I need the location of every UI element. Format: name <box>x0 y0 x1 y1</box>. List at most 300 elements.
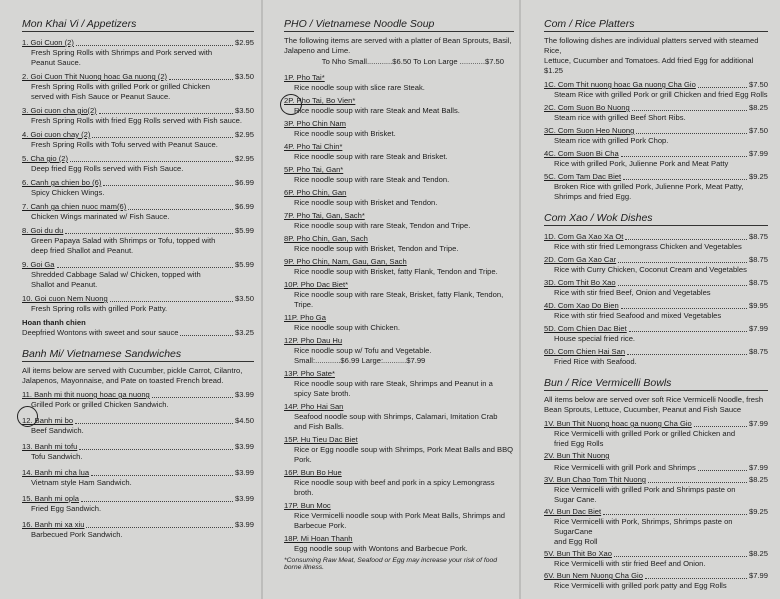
menu-item <box>22 442 254 462</box>
menu-item-row <box>544 126 768 136</box>
dot-leader <box>91 468 233 476</box>
menu-item <box>284 468 514 498</box>
size-prices: Small:............$6.99 Large:...........$7.99 <box>294 356 426 365</box>
menu-item-price: $6.99 <box>234 202 254 211</box>
menu-item <box>22 318 254 338</box>
menu-item-description: Rice Vermicelli noodle soup with Pork Meat Balls, Shrimps and <box>294 511 506 520</box>
dot-leader <box>180 328 233 336</box>
menu-item <box>22 260 254 290</box>
menu-item <box>284 534 514 554</box>
section-title: Mon Khai Vi / Appetizers <box>22 18 254 32</box>
dot-leader <box>70 154 233 162</box>
section-title: PHO / Vietnamese Noodle Soup <box>284 18 514 32</box>
menu-item-description: Rice noodle soup with rare Steak and Meat Balls. <box>294 106 460 115</box>
size-prices: To Nho Small............$6.50 To Lon Large ............$7.50 <box>321 57 504 66</box>
menu-item-description: Fresh Spring Rolls with Shrimps and Pork served with <box>31 48 213 57</box>
menu-item-row <box>284 468 514 478</box>
menu-item-price: $8.75 <box>748 255 768 264</box>
intro-line: Jalapeno and Lime. <box>284 46 351 55</box>
menu-item-row <box>22 468 254 478</box>
menu-item-row <box>284 165 514 175</box>
menu-item-description: Rice Vermicelli with grilled Pork and Shrimps paste on <box>554 485 736 494</box>
menu-item-row <box>544 549 768 559</box>
menu-item <box>544 347 768 367</box>
menu-item-description: Rice noodle soup with rare Steak, Tendon and Tripe. <box>294 221 471 230</box>
menu-item-price: $7.99 <box>748 571 768 580</box>
menu-item <box>284 142 514 162</box>
menu-item-row <box>544 172 768 182</box>
menu-item-name: 5P. Pho Tai, Gan* <box>284 165 344 174</box>
dot-leader <box>621 149 747 157</box>
menu-item-description: Rice Vermicelli with grilled pork patty and Egg Rolls <box>554 581 727 590</box>
dot-leader <box>645 571 747 579</box>
menu-item <box>544 103 768 123</box>
menu-item-description: Shredded Cabbage Salad w/ Chicken, topped with <box>31 270 201 279</box>
section-intro <box>544 36 768 76</box>
menu-item-row <box>284 211 514 221</box>
menu-item <box>22 154 254 174</box>
section-intro <box>544 395 768 415</box>
menu-item-description: Rice with grilled Pork, Julienne Pork and Meat Patty <box>554 159 729 168</box>
menu-item-name: Rice Vermicelli with grill Pork and Shrimps <box>554 463 696 472</box>
menu-item-description: deep fried Shallot and Peanut. <box>31 246 134 255</box>
menu-item-name: 6P. Pho Chin, Gan <box>284 188 347 197</box>
dot-leader <box>92 130 233 138</box>
menu-item-price: $2.95 <box>234 38 254 47</box>
menu-item-name: 2V. Bun Thit Nuong <box>544 451 610 460</box>
menu-item <box>22 106 254 126</box>
dot-leader <box>623 172 747 180</box>
menu-item-description: and Fish Balls. <box>294 422 344 431</box>
menu-item-name: 1. Goi Cuon (2) <box>22 38 74 47</box>
menu-item-description: Shrimps and fried Egg. <box>554 192 632 201</box>
dot-leader <box>694 419 747 427</box>
menu-item-row <box>22 390 254 400</box>
menu-item <box>22 202 254 222</box>
menu-item-price: $3.99 <box>234 494 254 503</box>
section-title: Bun / Rice Vermicelli Bowls <box>544 377 768 391</box>
menu-item-name: 9. Goi Ga <box>22 260 55 269</box>
menu-item-name: 11P. Pho Ga <box>284 313 326 322</box>
menu-item-name: 5D. Com Chien Dac Biet <box>544 324 627 333</box>
menu-item-description: Rice noodle soup with beef and pork in a spicy Lemongrass broth. <box>294 478 495 497</box>
menu-item-name: 18P. Mi Hoan Thanh <box>284 534 353 543</box>
menu-item-row <box>22 130 254 140</box>
dot-leader <box>609 451 768 461</box>
menu-item-name: 11. Banh mi thit nuong hoac ga nuong <box>22 390 150 399</box>
intro-line: Bean Sprouts, Lettuce, Cucumber, Peanut and Fish Sauce <box>544 405 742 414</box>
menu-item <box>284 369 514 399</box>
menu-item <box>284 280 514 310</box>
dot-leader <box>603 507 747 515</box>
menu-item-description: House special fried rice. <box>554 334 636 343</box>
menu-item-name: 9P. Pho Chin, Nam, Gau, Gan, Sach <box>284 257 407 266</box>
menu-item-name: 6. Canh ga chien bo (6) <box>22 178 102 187</box>
intro-line: The following items are served with a platter of Bean Sprouts, Basil, <box>284 36 512 45</box>
menu-item-row <box>544 324 768 334</box>
menu-item <box>284 435 514 465</box>
menu-item-description: Vietnam style Ham Sandwich. <box>31 478 132 487</box>
menu-item-name: 4V. Bun Dac Biet <box>544 507 602 516</box>
dot-leader <box>698 80 747 88</box>
menu-item-price: $9.25 <box>748 507 768 516</box>
menu-item-row <box>22 38 254 48</box>
menu-item <box>284 73 514 93</box>
menu-item-price: $3.50 <box>234 294 254 303</box>
menu-item <box>22 494 254 514</box>
menu-item-row <box>22 226 254 236</box>
menu-item-description: Fresh Spring Rolls with fried Egg Rolls served with Fish sauce. <box>31 116 243 125</box>
menu-item <box>284 336 514 366</box>
menu-item-row <box>22 318 254 328</box>
menu-item <box>284 234 514 254</box>
menu-item-description: Egg noodle soup with Wontons and Barbecue Pork. <box>294 544 468 553</box>
menu-item-row <box>284 336 514 346</box>
menu-item-row <box>22 520 254 530</box>
dot-leader <box>76 38 233 46</box>
menu-item-row <box>22 494 254 504</box>
intro-line: All items below are served over soft Rice Vermicelli Noodle, fresh <box>544 395 764 404</box>
menu-item-name: 12P. Pho Dau Hu <box>284 336 343 345</box>
menu-item <box>544 419 768 449</box>
menu-item-description: Rice with stir fried Beef, Onion and Vegetables <box>554 288 711 297</box>
dot-leader <box>86 520 233 528</box>
dot-leader <box>57 260 233 268</box>
menu-item-row <box>544 301 768 311</box>
menu-item-row <box>544 571 768 581</box>
menu-column-right <box>520 0 780 599</box>
menu-item-description: fried Egg Rolls <box>554 439 604 448</box>
menu-item-price: $5.99 <box>234 226 254 235</box>
menu-item-description: Rice noodle soup with Chicken. <box>294 323 400 332</box>
menu-item-price: $7.99 <box>748 324 768 333</box>
menu-item-name: 2P. Pho Tai, Bo Vien* <box>284 96 356 105</box>
menu-item-row <box>544 103 768 113</box>
menu-item-name: 4D. Com Xao Do Bien <box>544 301 619 310</box>
menu-item-name: 6D. Com Chien Hai San <box>544 347 626 356</box>
menu-item-row <box>544 463 768 473</box>
menu-item-name: 2C. Com Suon Bo Nuong <box>544 103 630 112</box>
menu-item-name: 16P. Bun Bo Hue <box>284 468 342 477</box>
menu-item-row <box>284 369 514 379</box>
menu-item-description: Beef Sandwich. <box>31 426 84 435</box>
menu-item-price: $8.75 <box>748 347 768 356</box>
menu-item-description: Fresh Spring Rolls with Tofu served with Peanut Sauce. <box>31 140 218 149</box>
menu-section <box>544 18 768 202</box>
menu-item-name: 15P. Hu Tieu Dac Biet <box>284 435 358 444</box>
menu-item-price: $6.99 <box>234 178 254 187</box>
menu-item-row <box>284 142 514 152</box>
menu-item <box>284 119 514 139</box>
dot-leader <box>169 72 233 80</box>
menu-item-name: 3V. Bun Chao Tom Thit Nuong <box>544 475 647 484</box>
menu-item-name: 1V. Bun Thit Nuong hoac ga nuong Cha Gio <box>544 419 692 428</box>
menu-item-description: Peanut Sauce. <box>31 58 81 67</box>
menu-item-description: Fried Rice with Seafood. <box>554 357 637 366</box>
menu-item-description: Deep fried Egg Rolls served with Fish Sauce. <box>31 164 184 173</box>
menu-item-description: Steam Rice with grilled Pork or grill Chicken and fried Egg Rolls <box>554 90 768 99</box>
menu-item-description: Rice noodle soup w/ Tofu and Vegetable. <box>294 346 432 355</box>
menu-item-price: $3.99 <box>234 520 254 529</box>
dot-leader <box>110 294 233 302</box>
menu-column-middle <box>262 0 520 599</box>
menu-item-description: Tofu Sandwich. <box>31 452 83 461</box>
dot-leader <box>103 178 233 186</box>
intro-line: Jalapenos, Mayonnaise, and Pate on toasted French bread. <box>22 376 224 385</box>
menu-item-name: 4C. Com Suon Bi Cha <box>544 149 619 158</box>
menu-item <box>284 402 514 432</box>
section-title: Com / Rice Platters <box>544 18 768 32</box>
intro-line: Lettuce, Cucumber and Tomatoes. Add fried Egg for additional $1.25 <box>544 56 754 75</box>
menu-item-name: 8P. Pho Chin, Gan, Sach <box>284 234 368 243</box>
dot-leader <box>698 463 747 471</box>
menu-item-name: 13. Banh mi tofu <box>22 442 78 451</box>
menu-item-price: $8.25 <box>748 549 768 558</box>
menu-item <box>284 313 514 333</box>
menu-item <box>544 278 768 298</box>
menu-item-row <box>22 202 254 212</box>
menu-item-price: $8.75 <box>748 278 768 287</box>
menu-section <box>22 18 254 338</box>
menu-item <box>22 226 254 256</box>
menu-item <box>284 501 514 531</box>
menu-item-name: 1D. Com Ga Xao Xa Ot <box>544 232 624 241</box>
menu-item-description: served with Fish Sauce or Peanut Sauce. <box>31 92 171 101</box>
menu-item-row <box>544 255 768 265</box>
food-safety-note: *Consuming Raw Meat, Seafood or Egg may increase your risk of food borne illness. <box>284 557 498 571</box>
menu-item <box>22 390 254 410</box>
menu-item-description: Seafood noodle soup with Shrimps, Calamari, Imitation Crab <box>294 412 498 421</box>
menu-item-row <box>22 106 254 116</box>
menu-item-description: Fresh Spring rolls with grilled Pork Patty. <box>31 304 168 313</box>
menu-item-description: Rice noodle soup with rare Steak and Tendon. <box>294 175 450 184</box>
menu-item-description: Shallot and Peanut. <box>31 280 98 289</box>
menu-item-row <box>544 278 768 288</box>
menu-item-name: 3C. Com Suon Heo Nuong <box>544 126 635 135</box>
menu-item-row <box>22 178 254 188</box>
menu-item-name: 5. Cha gio (2) <box>22 154 69 163</box>
menu-item <box>22 130 254 150</box>
menu-item-description: Steam rice with grilled Pork Chop. <box>554 136 669 145</box>
menu-item-description: Rice Vermicelli with Pork, Shrimps, Shrimps paste on SugarCane <box>554 517 733 536</box>
menu-item <box>544 507 768 547</box>
menu-item-description: Chicken Wings marinated w/ Fish Sauce. <box>31 212 170 221</box>
menu-item <box>544 232 768 252</box>
menu-item <box>544 571 768 591</box>
menu-item-description: Rice with stir fried Lemongrass Chicken and Vegetables <box>554 242 742 251</box>
menu-item-price: $3.50 <box>234 106 254 115</box>
menu-item-row <box>544 149 768 159</box>
menu-item <box>22 72 254 102</box>
menu-item-row <box>284 188 514 198</box>
menu-item-row <box>284 501 514 511</box>
menu-item-price: $3.50 <box>234 72 254 81</box>
dot-leader <box>618 255 747 263</box>
menu-item <box>284 96 514 116</box>
menu-item-name: 17P. Bun Moc <box>284 501 331 510</box>
menu-item-price: $3.99 <box>234 468 254 477</box>
menu-item <box>544 451 768 461</box>
menu-item-name: 7. Canh ga chien nuoc mam(6) <box>22 202 127 211</box>
menu-item-name: 12. Banh mi bo <box>22 416 74 425</box>
menu-item-row <box>544 80 768 90</box>
menu-item-row <box>284 534 514 544</box>
menu-item-price: $8.25 <box>748 103 768 112</box>
dot-leader <box>614 549 747 557</box>
menu-item <box>544 172 768 202</box>
menu-item-price: $9.95 <box>748 301 768 310</box>
menu-item-row <box>22 294 254 304</box>
menu-item-name: 3P. Pho Chin Nam <box>284 119 346 128</box>
dot-leader <box>152 390 233 398</box>
menu-item-price: $7.99 <box>748 149 768 158</box>
dot-leader <box>632 103 747 111</box>
menu-item-row <box>22 416 254 426</box>
section-intro <box>22 366 254 386</box>
section-title: Banh Mi/ Vietnamese Sandwiches <box>22 348 254 362</box>
menu-item <box>544 149 768 169</box>
menu-item-price: $3.99 <box>234 390 254 399</box>
menu-item-price: $2.95 <box>234 130 254 139</box>
menu-item-description: Deepfried Wontons with sweet and sour sauce <box>22 328 179 337</box>
dot-leader <box>79 442 233 450</box>
menu-item-row <box>22 328 254 338</box>
menu-item-name: 10P. Pho Dac Biet* <box>284 280 349 289</box>
menu-item-description: Rice noodle soup with rare Steak, Brisket, fatty Flank, Tendon, Tripe. <box>294 290 504 309</box>
menu-item <box>22 38 254 68</box>
menu-item-name: 2. Goi Cuon Thit Nuong hoac Ga nuong (2) <box>22 72 168 81</box>
menu-item-row <box>544 232 768 242</box>
menu-item-description: Grilled Pork or grilled Chicken Sandwich. <box>31 400 169 409</box>
menu-item-description: Rice noodle soup with rare Steak, Shrimps and Peanut in a <box>294 379 493 388</box>
menu-item <box>284 188 514 208</box>
dot-leader <box>81 494 233 502</box>
menu-item-description: Rice Vermicelli with stir fried Beef and Onion. <box>554 559 706 568</box>
menu-item-description: Rice noodle soup with Brisket, fatty Flank, Tendon and Tripe. <box>294 267 498 276</box>
dot-leader <box>75 416 233 424</box>
menu-item-description: Spicy Chicken Wings. <box>31 188 105 197</box>
menu-item-name: 5C. Com Tam Dac Biet <box>544 172 622 181</box>
menu-item-price: $5.99 <box>234 260 254 269</box>
dot-leader <box>99 106 233 114</box>
menu-section <box>284 18 514 571</box>
menu-item-row <box>544 347 768 357</box>
menu-item-row <box>22 260 254 270</box>
menu-item-row <box>544 419 768 429</box>
dot-leader <box>636 126 747 134</box>
menu-item <box>544 126 768 146</box>
menu-item-row <box>284 313 514 323</box>
menu-item <box>284 257 514 277</box>
menu-item-price: $7.99 <box>748 463 768 472</box>
menu-item-description: Fried Egg Sandwich. <box>31 504 102 513</box>
menu-item-name: 14P. Pho Hai San <box>284 402 344 411</box>
menu-item-description: Fresh Spring Rolls with grilled Pork or grilled Chicken <box>31 82 210 91</box>
dot-leader <box>128 202 233 210</box>
menu-item-name: 3. Goi cuon cha gio(2) <box>22 106 97 115</box>
menu-item <box>544 463 768 473</box>
menu-item-row <box>22 154 254 164</box>
menu-section <box>544 212 768 367</box>
menu-item-row <box>22 72 254 82</box>
dot-leader <box>629 324 747 332</box>
menu-item-name: 16. Banh mi xa xiu <box>22 520 85 529</box>
menu-item-row <box>284 96 514 106</box>
menu-item-price: $2.95 <box>234 154 254 163</box>
intro-line: The following dishes are individual platters served with steamed Rice, <box>544 36 759 55</box>
menu-item-name: 4P. Pho Tai Chin* <box>284 142 343 151</box>
menu-item-row <box>544 475 768 485</box>
menu-item <box>284 211 514 231</box>
menu-item-description: Rice with Curry Chicken, Coconut Cream and Vegetables <box>554 265 747 274</box>
menu-item-description: Barbecued Pork Sandwich. <box>31 530 123 539</box>
menu-item-row <box>284 119 514 129</box>
menu-item <box>544 324 768 344</box>
menu-item-name: 2D. Com Ga Xao Car <box>544 255 617 264</box>
menu-item-row <box>284 280 514 290</box>
menu-item-row <box>284 234 514 244</box>
menu-item-description: Rice noodle soup with rare Steak and Brisket. <box>294 152 448 161</box>
menu-item-price: $4.50 <box>234 416 254 425</box>
menu-item-name: 15. Banh mi opla <box>22 494 79 503</box>
menu-item-name: 7P. Pho Tai, Gan, Sach* <box>284 211 365 220</box>
menu-item <box>544 549 768 569</box>
menu-item-name: 4. Goi cuon chay (2) <box>22 130 91 139</box>
menu-item-description: Rice noodle soup with Brisket, Tendon and Tripe. <box>294 244 459 253</box>
menu-item <box>544 255 768 275</box>
dot-leader <box>65 226 233 234</box>
menu-item-name: 5V. Bun Thit Bo Xao <box>544 549 612 558</box>
menu-item-name: 1P. Pho Tai* <box>284 73 325 82</box>
dot-leader <box>618 278 747 286</box>
menu-item-price: $7.50 <box>748 126 768 135</box>
menu-item-name: 8. Goi du du <box>22 226 64 235</box>
dot-leader <box>627 347 747 355</box>
menu-item <box>22 416 254 436</box>
menu-item-name: Hoan thanh chien <box>22 318 86 327</box>
menu-section <box>544 377 768 591</box>
menu-item-description: spicy Sate broth. <box>294 389 351 398</box>
menu-item-description: Green Papaya Salad with Shrimps or Tofu, topped with <box>31 236 216 245</box>
menu-item <box>22 520 254 540</box>
menu-item-price: $7.50 <box>748 80 768 89</box>
menu-item <box>544 301 768 321</box>
menu-item-description: Rice noodle soup with slice rare Steak. <box>294 83 425 92</box>
menu-item-row <box>544 507 768 517</box>
menu-item-row <box>544 451 768 461</box>
menu-item <box>284 165 514 185</box>
menu-item-description: Barbecue Pork. <box>294 521 347 530</box>
section-title: Com Xao / Wok Dishes <box>544 212 768 226</box>
menu-item-description: Rice noodle soup with Brisket and Tendon. <box>294 198 438 207</box>
menu-item-name: 14. Banh mi cha lua <box>22 468 90 477</box>
menu-item-row <box>284 402 514 412</box>
menu-item-description: Rice or Egg noodle soup with Shrimps, Pork Meat Balls and BBQ Pork. <box>294 445 514 464</box>
menu-item-description: Rice noodle soup with Brisket. <box>294 129 396 138</box>
menu-item-price: $9.25 <box>748 172 768 181</box>
menu-item-row <box>284 435 514 445</box>
menu-item <box>22 294 254 314</box>
menu-item-name: 1C. Com Thit nuong hoac Ga nuong Cha Gio <box>544 80 696 89</box>
menu-item-row <box>22 442 254 452</box>
menu-item-name: 6V. Bun Nem Nuong Cha Gio <box>544 571 643 580</box>
menu-item-description: Rice Vermicelli with grilled Pork or grilled Chicken and <box>554 429 736 438</box>
menu-item-description: Sugar Cane. <box>554 495 597 504</box>
menu-item-name: 3D. Com Thit Bo Xao <box>544 278 616 287</box>
menu-item-row <box>284 257 514 267</box>
menu-item-price: $8.25 <box>748 475 768 484</box>
menu-item-name: 10. Goi cuon Nem Nuong <box>22 294 108 303</box>
